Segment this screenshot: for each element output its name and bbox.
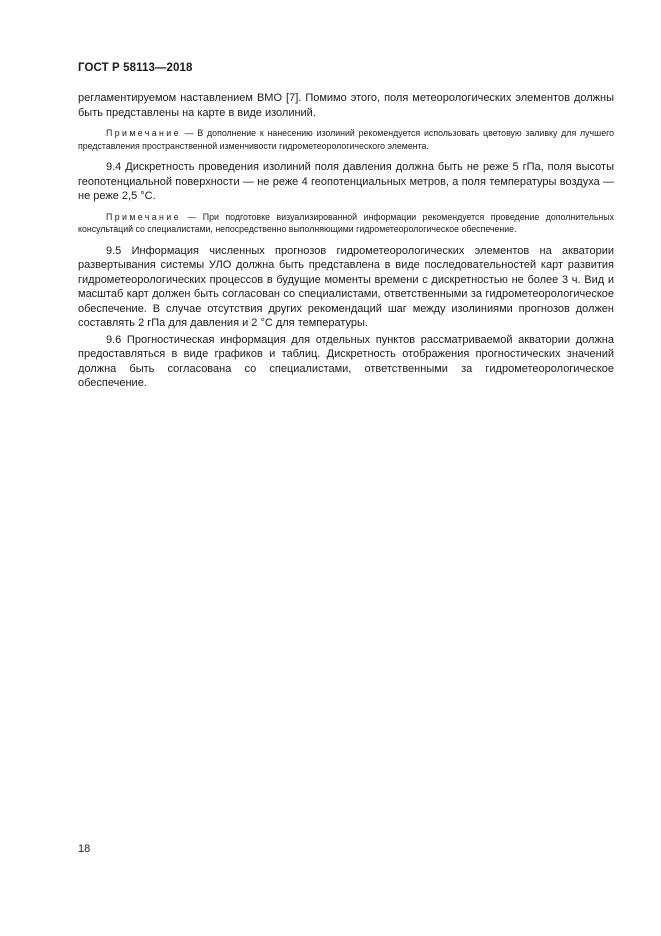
document-body — [78, 91, 614, 391]
document-header: ГОСТ Р 58113—2018 — [78, 62, 193, 74]
note-1-label: Примечание — [106, 128, 181, 138]
note-1-text: — В дополнение к нанесению изолиний рекомендуется использовать цветовую заливку для лучшего представления пространственной изменчивости гидрометеорологического элемента. — [78, 128, 614, 151]
note-2-label: Примечание — [106, 211, 181, 222]
note-2 — [78, 211, 614, 236]
note-2-text: — При подготовке визуализированной информации рекомендуется проведение дополнительных консультаций со специалистами, непосредственно выполняющими гидрометеорологическое обеспечение. — [78, 211, 614, 234]
page-number: 18 — [78, 843, 91, 855]
paragraph-continuation: регламентируемом наставлением ВМО [7]. Помимо этого, поля метеорологических элементов должны быть представлены на карте в виде изолиний. — [78, 92, 614, 119]
paragraph-9-6: 9.6 Прогностическая информация для отдельных пунктов рассматриваемой акватории должна предоставляться в виде графиков и таблиц. Дискретность отображения прогностических значений должна быть согласована со специалистами, ответственными за гидрометеорологическое обеспечение. — [78, 333, 614, 389]
paragraph-9-4: 9.4 Дискретность проведения изолиний поля давления должна быть не реже 5 гПа, поля высоты геопотенциальной поверхности — не реже 4 геопотенциальных метров, а поля температуры воздуха — не реже 2,5 °С. — [78, 161, 614, 202]
note-1 — [78, 127, 614, 152]
paragraph-9-5: 9.5 Информация численных прогнозов гидрометеорологических элементов на акватории развертывания системы УЛО должна быть представлена в виде последовательностей карт развития гидрометеорологических процессов в будущие моменты времени с дискретностью не более 3 ч. Вид и масштаб карт должен быть согласован со специалистами, ответственными за гидрометеорологическое обеспечение. В случае отсутствия других рекомендаций шаг между изолиниями прогнозов должен составлять 2 гПа для давления и 2 °С для температуры. — [78, 244, 614, 329]
